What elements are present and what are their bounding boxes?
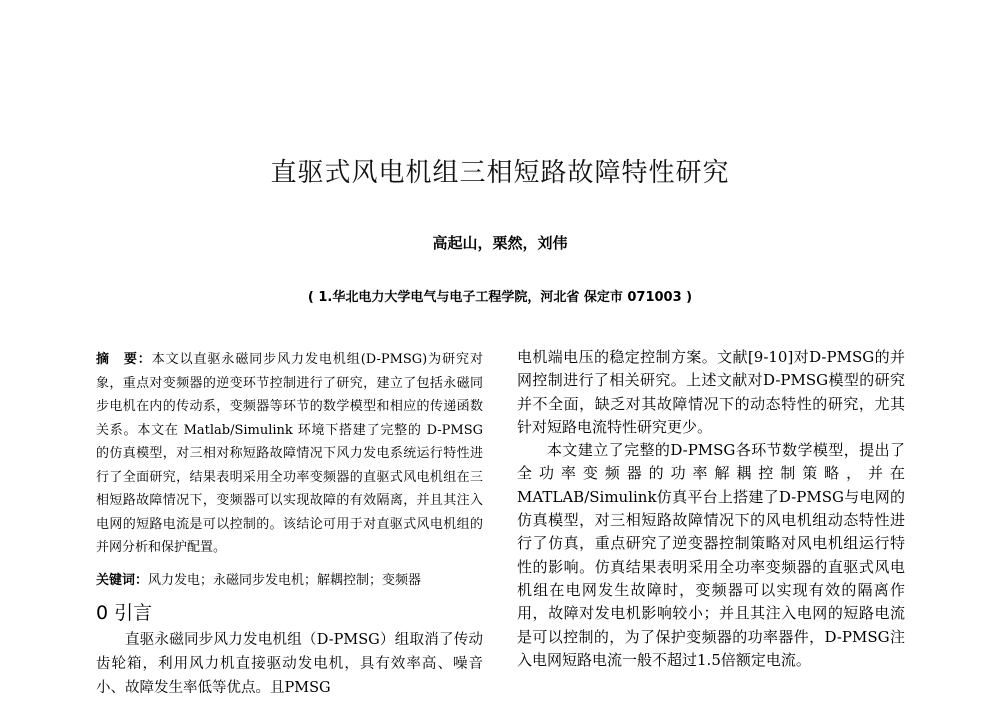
affiliation: ( 1.华北电力大学电气与电子工程学院，河北省 保定市 071003 ) bbox=[307, 290, 693, 305]
author-list: 高起山，栗然，刘伟 bbox=[432, 234, 568, 252]
keywords-label: 关键词： bbox=[96, 572, 149, 588]
body-paragraph-2: 本文建立了完整的D-PMSG各环节数学模型，提出了全功率变频器的功率解耦控制策略，并在MATLAB/Simulink仿真平台上搭建了D-PMSG与电网的仿真模型，对三相短路故障情况下的风电机组动态特性进行了仿真，重点研究了逆变器控制策略对风电机组运行特性的影响。仿真结果表明采用全功率变频器的直驱式风电机组在电网发生故障时，变频器可以实现有效的隔离作用，故障对发电机影响较小；并且其注入电网的短路电流是可以控制的，为了保护变频器的功率器件，D-PMSG注入电网短路电流一般不超过1.5倍额定电流。 bbox=[517, 441, 905, 669]
left-column bbox=[96, 348, 483, 700]
intro-paragraph: 直驱永磁同步风力发电机组（D-PMSG）组取消了传动齿轮箱，利用风力机直接驱动发电机，具有效率高、噪音小、故障发生率低等优点。且PMSG bbox=[96, 631, 483, 696]
abstract-label: 摘 要： bbox=[96, 352, 152, 367]
section-heading-intro: 0 引言 bbox=[96, 601, 153, 624]
abstract-text: 本文以直驱永磁同步风力发电机组(D-PMSG)为研究对象，重点对变频器的逆变环节控制进行了研究，建立了包括永磁同步电机在内的传动系，变频器等环节的数学模型和相应的传递函数关系。本文在 Matlab/Simulink 环境下搭建了完整的 D-PMSG 的仿真模型，对三相对称短路故障情况下风力发电系统运行特性进行了全面研究，结果表明采用全功率变频器的直驱式风电机组在三相短路故障情况下，变频器可以实现故障的有效隔离，并且其注入电网的短路电流是可以控制的。该结论可用于对直驱式风电机组的并网分析和保护配置。 bbox=[96, 352, 483, 555]
paper-title: 直驱式风电机组三相短路故障特性研究 bbox=[270, 158, 730, 188]
abstract bbox=[96, 348, 483, 560]
keywords-text: 风力发电；永磁同步发电机；解耦控制；变频器 bbox=[148, 572, 422, 588]
right-column bbox=[517, 346, 905, 672]
keywords bbox=[96, 570, 483, 592]
body-paragraph-1: 电机端电压的稳定控制方案。文献[9-10]对D-PMSG的并网控制进行了相关研究。上述文献对D-PMSG模型的研究并不全面，缺乏对其故障情况下的动态特性的研究，尤其针对短路电流特性研究更少。 bbox=[517, 348, 905, 436]
